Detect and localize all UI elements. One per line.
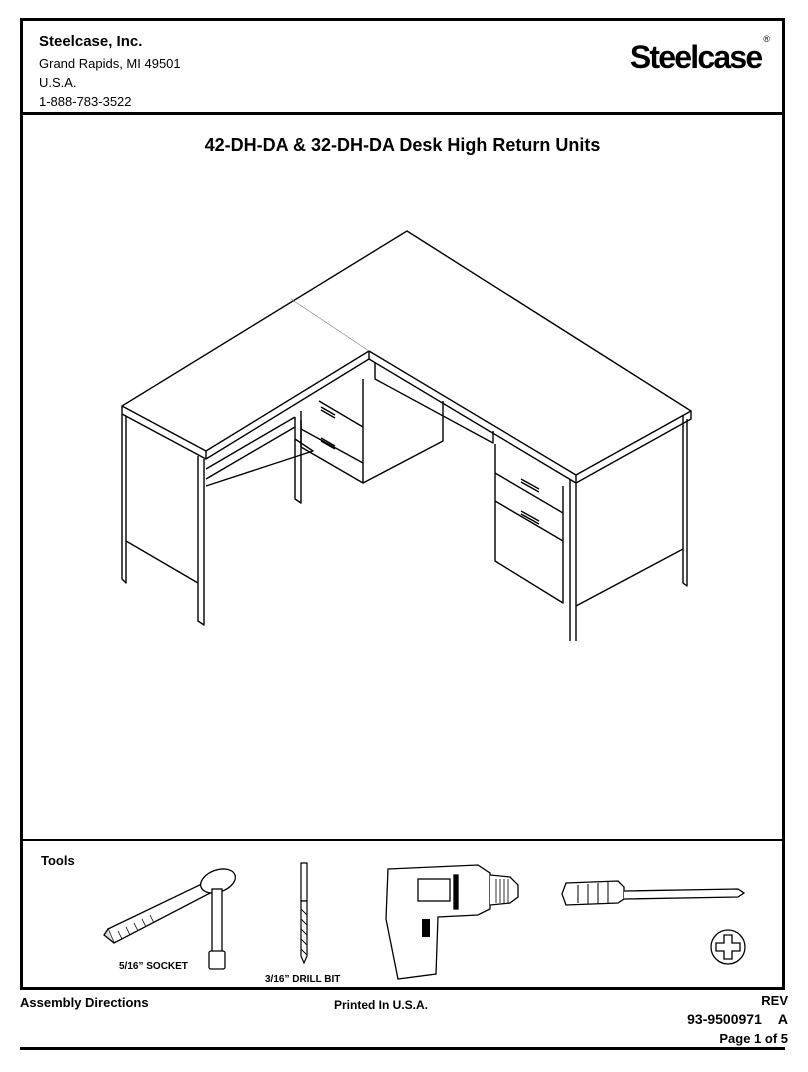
tools-section <box>23 839 782 990</box>
header <box>23 21 782 115</box>
drill-bit-label: 3/16” DRILL BIT <box>265 974 341 985</box>
page-number: Page 1 of 5 <box>719 1031 788 1046</box>
socket-label: 5/16” SOCKET <box>119 961 188 972</box>
socket-wrench-icon <box>98 859 248 974</box>
rev-value: A <box>777 1011 788 1027</box>
steelcase-logo <box>629 34 770 76</box>
rev-label: REV <box>761 993 788 1008</box>
footer-center: Printed In U.S.A. <box>334 998 429 1012</box>
registered-mark: ® <box>763 34 770 45</box>
drill-bit-icon <box>295 861 315 966</box>
address-line-2: U.S.A. <box>39 75 77 90</box>
footer-rule <box>20 1047 785 1050</box>
page-title: 42-DH-DA & 32-DH-DA Desk High Return Units <box>204 135 601 155</box>
logo-text: Steelcase <box>629 39 762 75</box>
doc-number-value: 93-9500971 <box>687 1011 762 1027</box>
power-drill-icon <box>378 859 528 984</box>
footer-left: Assembly Directions <box>20 995 149 1010</box>
doc-number <box>687 1011 788 1027</box>
document-frame <box>20 18 785 990</box>
tools-heading: Tools <box>41 853 75 868</box>
phone-number: 1-888-783-3522 <box>39 94 132 109</box>
company-name: Steelcase, Inc. <box>39 33 143 50</box>
l-shaped-desk-icon <box>23 211 783 641</box>
address-line-1: Grand Rapids, MI 49501 <box>39 56 181 71</box>
phillips-screwdriver-icon <box>558 869 758 969</box>
